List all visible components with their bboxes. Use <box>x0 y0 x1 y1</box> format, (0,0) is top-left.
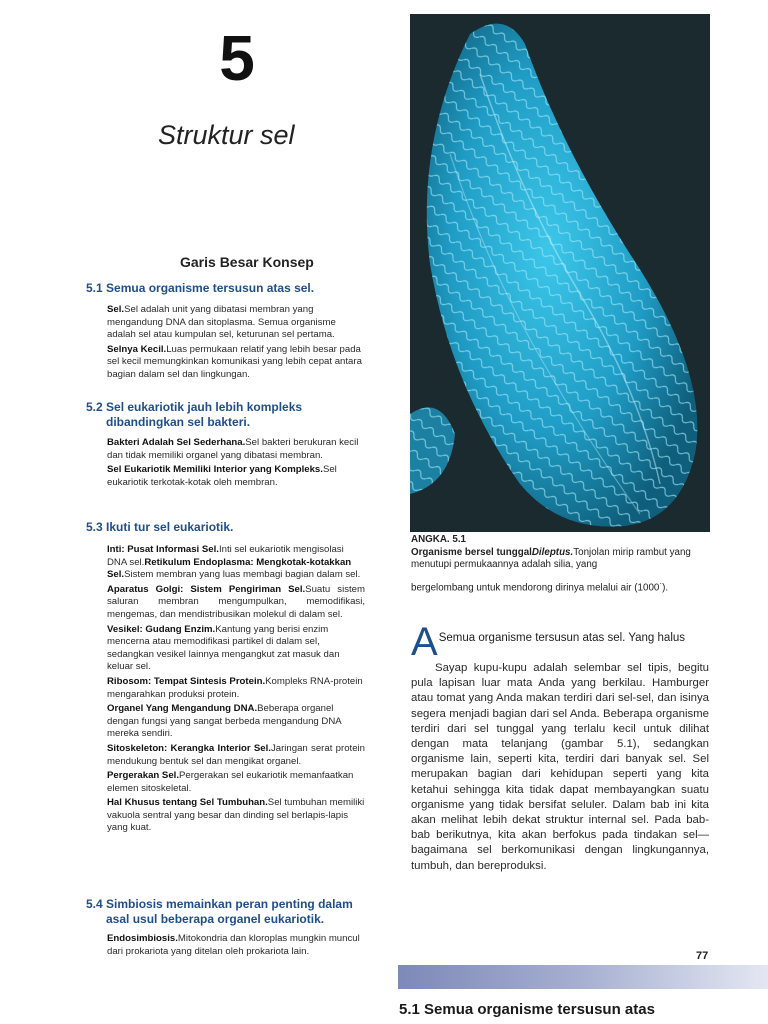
outline-section-5-3-title: 5.3 Ikuti tur sel eukariotik. <box>86 520 234 534</box>
outline-section-5-1-entries <box>107 304 365 384</box>
outline-entry: Organel Yang Mengandung DNA.Beberapa organel dengan fungsi yang sangat berbeda mengandung DNA mereka sendiri. <box>107 703 342 740</box>
outline-entry: Hal Khusus tentang Sel Tumbuhan.Sel tumbuhan memiliki vakuola sentral yang besar dan dinding sel berlapis-lapis yang kuat. <box>107 797 365 834</box>
outline-heading: Garis Besar Konsep <box>180 254 314 270</box>
outline-section-5-3-entries <box>107 544 365 837</box>
figure-label: ANGKA. 5.1 <box>411 534 466 545</box>
outline-entry: Endosimbiosis.Mitokondria dan kloroplas mungkin muncul dari prokariota yang ditelan oleh prokariota lain. <box>107 933 360 957</box>
micrograph-illustration <box>410 14 710 532</box>
outline-entry: Bakteri Adalah Sel Sederhana.Sel bakteri berukuran kecil dan tidak memiliki organel yang dibatasi membran. <box>107 437 359 461</box>
body-paragraph: Sayap kupu-kupu adalah selembar sel tipis, begitu pula lapisan luar mata Anda yang berkilau. Hamburger atau tomat yang Anda makan terdiri dari sel-sel, dan isinya segera menjadi bagian dari sel Anda. Beberapa organisme terdiri dari sel tunggal yang terlalu kecil untuk dilihat dengan mata telanjang (gambar 5.1), sedangkan organisme lain, seperti kita, terdiri dari banyak sel. Sel merupakan bagian dari kehidupan seperti yang kita ketahui sehingga kita tidak dapat membayangkan suatu organisme yang tidak bersifat seluler. Dalam bab ini kita akan melihat lebih dekat struktur internal sel. Pada bab-bab berikutnya, kita akan berfokus pada tindakan sel— bagaimana sel berkomunikasi dengan lingkungannya, tumbuh, dan bereproduksi. <box>411 662 709 872</box>
drop-cap: A <box>411 620 438 664</box>
next-section-heading: 5.1 Semua organisme tersusun atas <box>399 1001 655 1018</box>
outline-entry: Sel Eukariotik Memiliki Interior yang Kompleks.Sel eukariotik terkotak-kotak oleh membran. <box>107 464 337 488</box>
outline-entry: Sel.Sel adalah unit yang dibatasi membran yang mengandung DNA dan sitoplasma. Semua organisme adalah sel atau kumpulan sel, keturunan sel pertama. <box>107 304 336 341</box>
chapter-number: 5 <box>219 22 253 94</box>
outline-entry: Vesikel: Gudang Enzim.Kantung yang berisi enzim mencerna atau memodifikasi partikel di dalam sel, sedangkan vesikel lainnya mengangkut zat masuk dan keluar sel. <box>107 623 340 673</box>
figure-description-continued: bergelombang untuk mendorong dirinya melalui air (1000·). <box>411 578 669 593</box>
outline-section-5-4-entries <box>107 933 365 960</box>
outline-section-5-4-title: 5.4 Simbiosis memainkan peran penting dalam asal usul beberapa organel eukariotik. <box>86 897 353 926</box>
outline-entry: Selnya Kecil.Luas permukaan relatif yang lebih besar pada sel kecil memungkinkan komunikasi yang lebih cepat antara bagian dalam sel dan lingkungan. <box>107 343 362 380</box>
outline-entry: Sitoskeleton: Kerangka Interior Sel.Jaringan serat protein mendukung bentuk sel dan mengikat organel. <box>107 742 365 767</box>
chapter-title: Struktur sel <box>158 120 295 150</box>
outline-entry: Pergerakan Sel.Pergerakan sel eukariotik memanfaatkan elemen sitoskeletal. <box>107 770 354 794</box>
outline-section-5-1-title: 5.1 Semua organisme tersusun atas sel. <box>86 281 315 295</box>
lead-paragraph <box>411 620 711 664</box>
outline-section-5-2-entries <box>107 437 365 491</box>
outline-entry: Aparatus Golgi: Sistem Pengiriman Sel.Suatu sistem saluran membran mengumpulkan, memodifikasi, mengemas, dan mendistribusikan molekul di dalam sel. <box>107 583 365 620</box>
lead-text: Semua organisme tersusun atas sel. Yang halus <box>438 632 686 644</box>
outline-entry: Ribosom: Tempat Sintesis Protein.Kompleks RNA-protein mengarahkan produksi protein. <box>107 675 363 700</box>
dileptus-micrograph <box>410 14 710 532</box>
footer-gradient-bar <box>398 965 768 989</box>
figure-caption <box>411 534 711 594</box>
outline-entry: Inti: Pusat Informasi Sel.Inti sel eukariotik mengisolasi DNA sel.Retikulum Endoplasma: Mengkotak-kotakkan Sel.Sistem membran yang luas membagi bagian dalam sel. <box>107 544 361 581</box>
page-number: 77 <box>696 950 709 962</box>
outline-section-5-2-title: 5.2 Sel eukariotik jauh lebih kompleks dibandingkan sel bakteri. <box>86 400 303 429</box>
figure-description: Organisme bersel tunggalDileptus.Tonjolan mirip rambut yang menutupi permukaannya adalah silia, yang <box>411 546 691 570</box>
